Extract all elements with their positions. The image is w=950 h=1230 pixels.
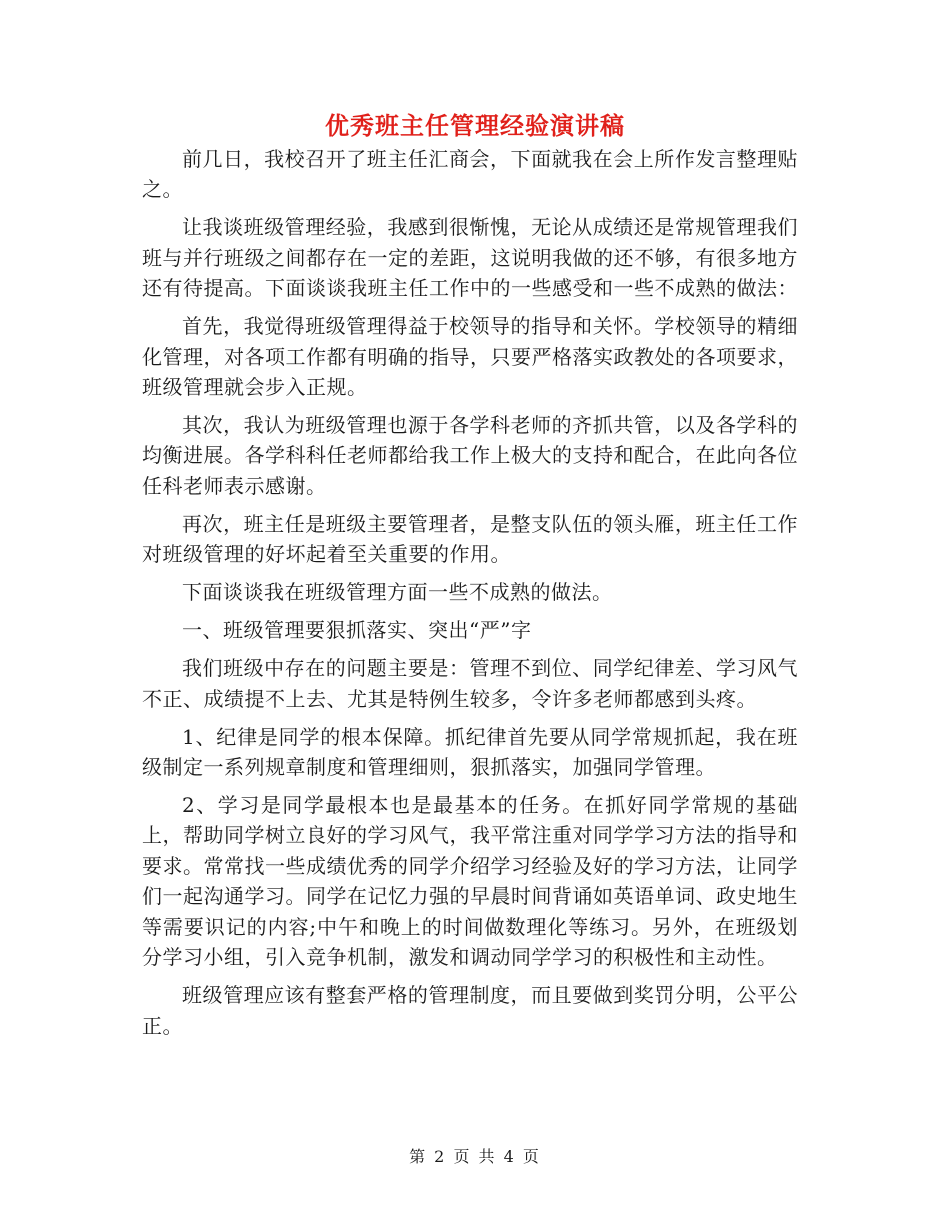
paragraph: 班级管理应该有整套严格的管理制度，而且要做到奖罚分明，公平公正。	[142, 983, 798, 1038]
document-title: 优秀班主任管理经验演讲稿	[325, 111, 625, 140]
paragraph: 其次，我认为班级管理也源于各学科老师的齐抓共管，以及各学科的均衡进展。各学科科任老师都给我工作上极大的支持和配合，在此向各位任科老师表示感谢。	[142, 413, 798, 498]
document-body	[142, 144, 798, 1049]
paragraph: 1、纪律是同学的根本保障。抓纪律首先要从同学常规抓起，我在班级制定一系列规章制度和管理细则，狠抓落实，加强同学管理。	[142, 724, 798, 780]
paragraph: 再次，班主任是班级主要管理者，是整支队伍的领头雁，班主任工作对班级管理的好坏起着至关重要的作用。	[142, 511, 798, 567]
paragraph: 首先，我觉得班级管理得益于校领导的指导和关怀。学校领导的精细化管理，对各项工作都有明确的指导，只要严格落实政教处的各项要求，班级管理就会步入正规。	[142, 314, 798, 400]
paragraph: 我们班级中存在的问题主要是：管理不到位、同学纪律差、学习风气不正、成绩提不上去、尤其是特例生较多，令许多老师都感到头疼。	[142, 656, 798, 711]
paragraph: 下面谈谈我在班级管理方面一些不成熟的做法。	[182, 580, 613, 605]
paragraph: 2、学习是同学最根本也是最基本的任务。在抓好同学常规的基础上，帮助同学树立良好的学习风气，我平常注重对同学学习方法的指导和要求。常常找一些成绩优秀的同学介绍学习经验及好的学习方法，让同学们一起沟通学习。同学在记忆力强的早晨时间背诵如英语单词、政史地生等需要识记的内容;中午和晚上的时间做数理化等练习。另外，在班级划分学习小组，引入竞争机制，激发和调动同学学习的积极性和主动性。	[142, 793, 798, 970]
paragraph: 让我谈班级管理经验，我感到很惭愧，无论从成绩还是常规管理我们班与并行班级之间都存在一定的差距，这说明我做的还不够，有很多地方还有待提高。下面谈谈我班主任工作中的一些感受和一些不成熟的做法：	[142, 215, 798, 301]
page-number-footer: 第 2 页 共 4 页	[409, 1147, 541, 1166]
paragraph: 前几日，我校召开了班主任汇商会，下面就我在会上所作发言整理贴之。	[142, 147, 798, 202]
section-heading: 一、班级管理要狠抓落实、突出“严”字	[182, 618, 532, 643]
